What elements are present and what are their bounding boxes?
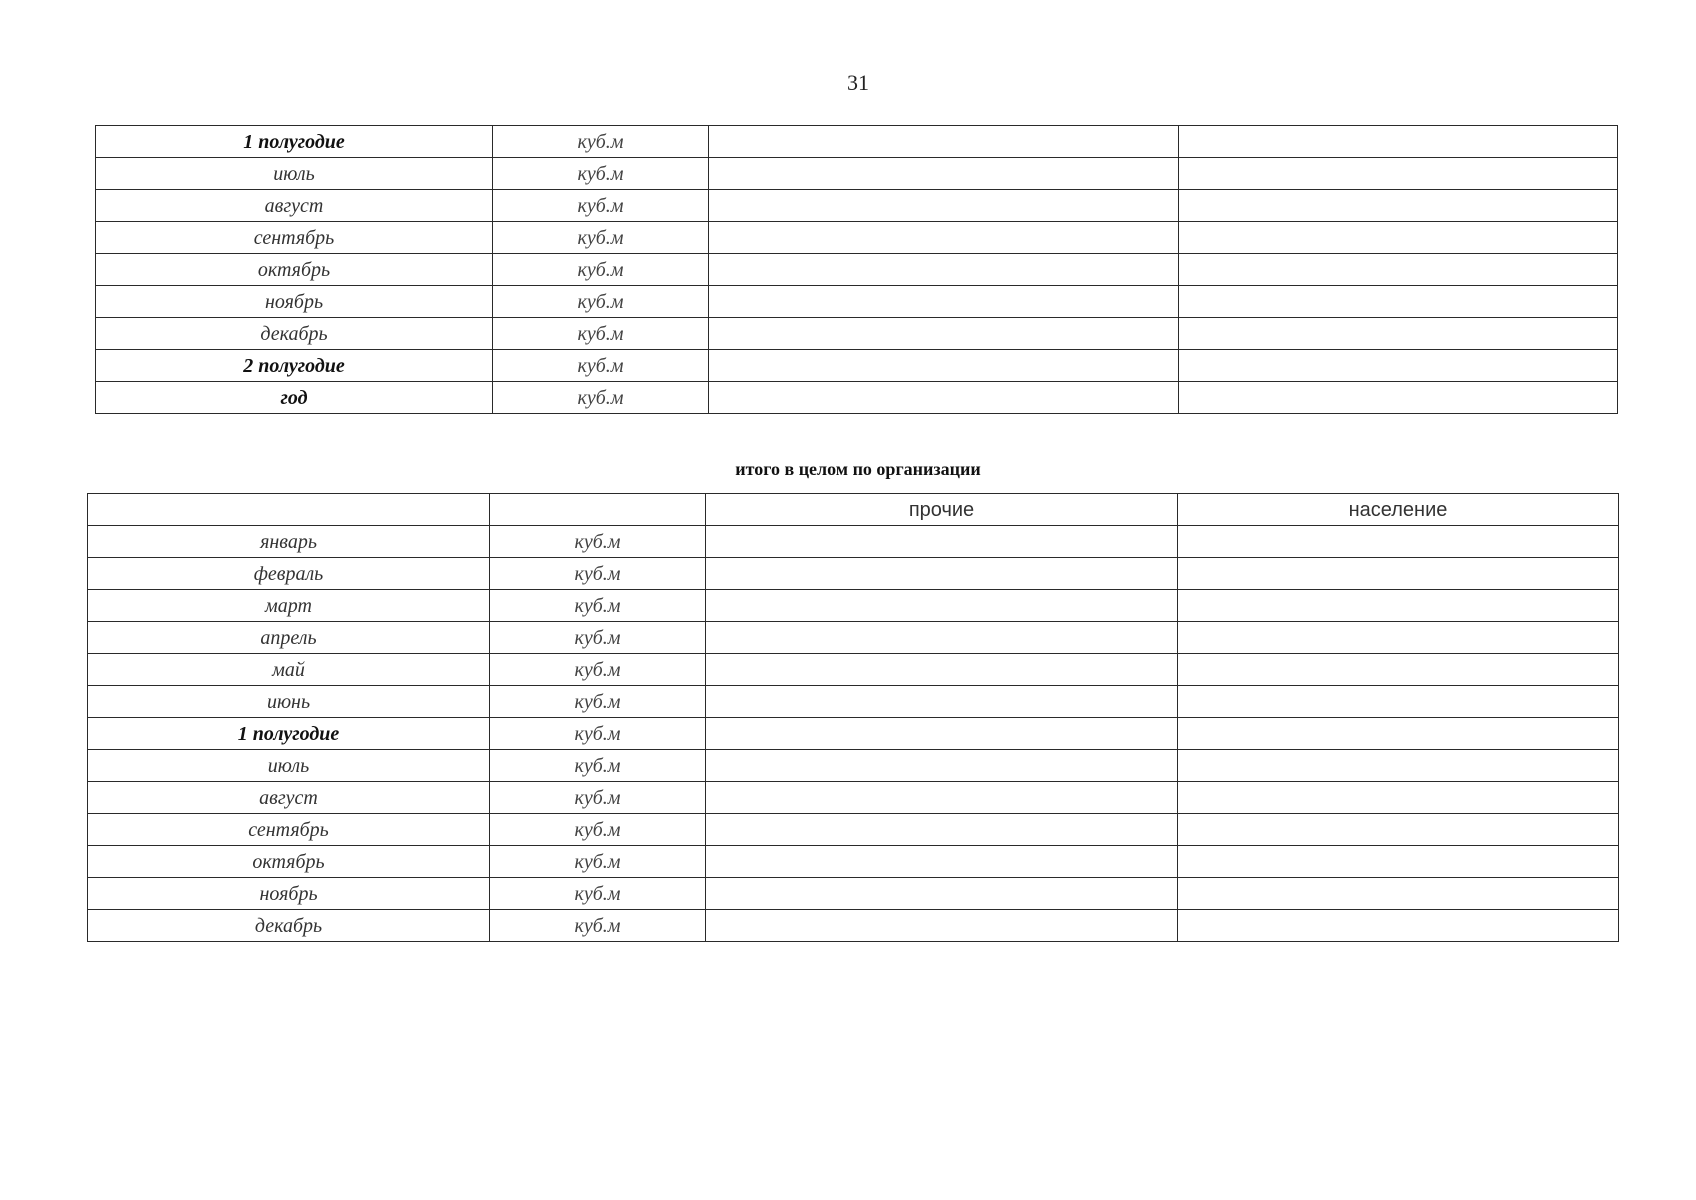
table-row — [88, 622, 1619, 654]
month-label: ноябрь — [96, 286, 493, 318]
unit-cell: куб.м — [493, 158, 709, 190]
value-cell-other — [709, 254, 1179, 286]
value-cell-population — [1179, 190, 1618, 222]
value-cell-population — [1179, 158, 1618, 190]
table-row — [96, 158, 1618, 190]
unit-cell: куб.м — [490, 814, 706, 846]
unit-cell: куб.м — [490, 686, 706, 718]
unit-cell: куб.м — [490, 526, 706, 558]
value-cell-population — [1178, 750, 1619, 782]
value-cell-population — [1178, 526, 1619, 558]
value-cell-other — [709, 382, 1179, 414]
unit-cell: куб.м — [493, 318, 709, 350]
month-label: август — [88, 782, 490, 814]
month-label: июль — [88, 750, 490, 782]
table-row — [88, 750, 1619, 782]
value-cell-other — [709, 190, 1179, 222]
value-cell-population — [1179, 222, 1618, 254]
month-label: июль — [96, 158, 493, 190]
table-row — [88, 878, 1619, 910]
month-label: август — [96, 190, 493, 222]
table-header-row — [88, 494, 1619, 526]
table-row — [88, 814, 1619, 846]
value-cell-population — [1178, 878, 1619, 910]
table-row — [96, 350, 1618, 382]
value-cell-other — [709, 286, 1179, 318]
unit-cell: куб.м — [493, 222, 709, 254]
table-row — [96, 254, 1618, 286]
unit-cell: куб.м — [493, 254, 709, 286]
value-cell-population — [1178, 846, 1619, 878]
table-row — [88, 686, 1619, 718]
month-label: октябрь — [96, 254, 493, 286]
section-title: итого в целом по организации — [735, 459, 981, 479]
month-label: декабрь — [88, 910, 490, 942]
table-row — [88, 654, 1619, 686]
table-row — [96, 190, 1618, 222]
value-cell-population — [1179, 350, 1618, 382]
table-row — [88, 910, 1619, 942]
value-cell-other — [709, 158, 1179, 190]
value-cell-other — [706, 654, 1178, 686]
value-cell-population — [1179, 318, 1618, 350]
month-label: ноябрь — [88, 878, 490, 910]
month-label: июнь — [88, 686, 490, 718]
header-empty-unit-cell — [490, 494, 706, 526]
value-cell-population — [1179, 254, 1618, 286]
monthly-volume-table-top — [95, 125, 1618, 414]
month-label: сентябрь — [96, 222, 493, 254]
value-cell-other — [706, 558, 1178, 590]
table-row — [96, 382, 1618, 414]
unit-cell: куб.м — [493, 382, 709, 414]
header-empty-label-cell — [88, 494, 490, 526]
value-cell-population — [1178, 718, 1619, 750]
table-top-body — [96, 126, 1618, 414]
unit-cell: куб.м — [490, 654, 706, 686]
period-total-label: год — [96, 382, 493, 414]
unit-cell: куб.м — [490, 622, 706, 654]
unit-cell: куб.м — [490, 846, 706, 878]
table-bottom-body — [88, 526, 1619, 942]
value-cell-other — [706, 910, 1178, 942]
monthly-volume-table-organization — [87, 493, 1619, 942]
unit-cell: куб.м — [490, 782, 706, 814]
unit-cell: куб.м — [493, 286, 709, 318]
value-cell-other — [709, 350, 1179, 382]
month-label: октябрь — [88, 846, 490, 878]
month-label: май — [88, 654, 490, 686]
value-cell-other — [709, 222, 1179, 254]
value-cell-other — [709, 126, 1179, 158]
month-label: апрель — [88, 622, 490, 654]
table-row — [88, 558, 1619, 590]
month-label: январь — [88, 526, 490, 558]
unit-cell: куб.м — [493, 350, 709, 382]
unit-cell: куб.м — [490, 590, 706, 622]
value-cell-population — [1178, 782, 1619, 814]
page-number: 31 — [847, 70, 869, 95]
header-population: население — [1178, 494, 1619, 526]
header-other-consumers: прочие — [706, 494, 1178, 526]
value-cell-other — [706, 782, 1178, 814]
value-cell-population — [1178, 622, 1619, 654]
table-row — [96, 126, 1618, 158]
unit-cell: куб.м — [493, 190, 709, 222]
value-cell-other — [706, 622, 1178, 654]
month-label: февраль — [88, 558, 490, 590]
table-row — [96, 286, 1618, 318]
value-cell-other — [706, 526, 1178, 558]
unit-cell: куб.м — [490, 910, 706, 942]
table-row — [88, 526, 1619, 558]
period-total-label: 1 полугодие — [96, 126, 493, 158]
value-cell-population — [1179, 126, 1618, 158]
value-cell-population — [1179, 286, 1618, 318]
table-row — [96, 318, 1618, 350]
period-total-label: 1 полугодие — [88, 718, 490, 750]
value-cell-other — [706, 686, 1178, 718]
table-row — [88, 782, 1619, 814]
value-cell-population — [1178, 654, 1619, 686]
table-row — [88, 718, 1619, 750]
value-cell-other — [706, 750, 1178, 782]
month-label: сентябрь — [88, 814, 490, 846]
value-cell-other — [706, 846, 1178, 878]
value-cell-population — [1178, 558, 1619, 590]
value-cell-other — [706, 590, 1178, 622]
unit-cell: куб.м — [490, 558, 706, 590]
value-cell-other — [709, 318, 1179, 350]
unit-cell: куб.м — [490, 718, 706, 750]
unit-cell: куб.м — [490, 750, 706, 782]
month-label: март — [88, 590, 490, 622]
period-total-label: 2 полугодие — [96, 350, 493, 382]
value-cell-other — [706, 814, 1178, 846]
table-row — [96, 222, 1618, 254]
value-cell-other — [706, 878, 1178, 910]
table-row — [88, 846, 1619, 878]
unit-cell: куб.м — [493, 126, 709, 158]
value-cell-population — [1178, 814, 1619, 846]
table-row — [88, 590, 1619, 622]
month-label: декабрь — [96, 318, 493, 350]
value-cell-population — [1178, 910, 1619, 942]
value-cell-population — [1179, 382, 1618, 414]
value-cell-population — [1178, 686, 1619, 718]
value-cell-other — [706, 718, 1178, 750]
unit-cell: куб.м — [490, 878, 706, 910]
value-cell-population — [1178, 590, 1619, 622]
